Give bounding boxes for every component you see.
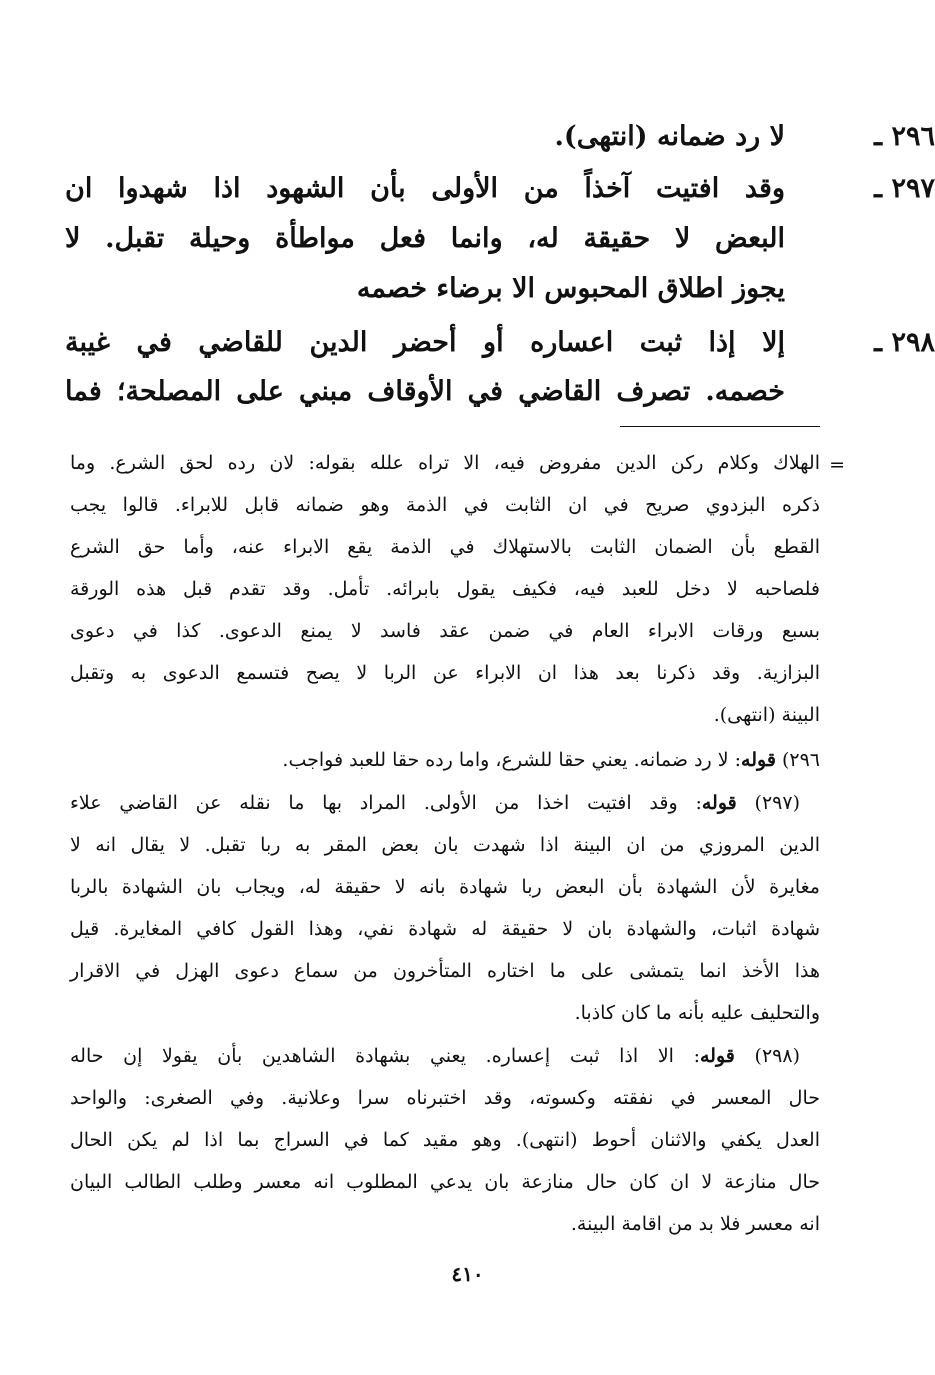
footnote-keyword: قوله	[700, 1045, 735, 1067]
page-number: ٤١٠	[451, 1262, 484, 1286]
footnote-line: القطع بأن الضمان الثابت بالاستهلاك في الذمة يقع الابراء عنه، وأما حق الشرع	[70, 536, 820, 558]
footnote-line: فلصاحبه لا دخل للعبد فيه، فكيف يقول بابرائه. تأمل. وقد تقدم قبل هذه الورقة	[70, 578, 820, 600]
footnote-text: : لا رد ضمانه. يعني حقا للشرع، واما رده حقا للعبد فواجب.	[282, 749, 742, 771]
footnote-line: مغايرة لأن الشهادة بأن البعض ربا شهادة بانه لا حقيقة له، ويجاب بان الشهادة بالربا	[70, 876, 820, 898]
footnote-line: ذكره البزدوي صريح في ان الثابت في الذمة وهو ضمانه قابل للابراء. قالوا يجب	[70, 494, 820, 516]
main-text-line: إلا إذا ثبت اعساره أو أحضر الدين للقاضي في غيبة	[65, 327, 785, 358]
entry-number-298: ٢٩٨ ـ	[874, 327, 935, 358]
main-text-line: البعض لا حقيقة له، وانما فعل مواطأة وحيلة تقبل. لا	[65, 223, 785, 254]
footnote-line: الهلاك وكلام ركن الدين مفروض فيه، الا تراه علله بقوله: لان رده لحق الشرع. وما	[70, 452, 820, 474]
footnote-297	[70, 788, 800, 818]
footnote-line: البينة (انتهى).	[713, 704, 820, 726]
entry-number-296: ٢٩٦ ـ	[874, 121, 935, 152]
main-text-line: وقد افتيت آخذاً من الأولى بأن الشهود اذا شهدوا ان	[65, 173, 785, 204]
footnote-line: حال منازعة لا ان كان حال منازعة بان يدعي المطلوب انه معسر وطلب الطالب البيان	[70, 1171, 820, 1193]
footnote-ref: ٢٩٦)	[781, 749, 820, 771]
continuation-marker: =	[829, 454, 845, 476]
footnote-line: والتحليف عليه بأنه ما كان كاذبا.	[574, 1002, 820, 1024]
footnote-text: : وقد افتيت اخذا من الأولى. المراد بها ما نقله عن القاضي علاء	[70, 792, 702, 814]
footnote-text: : الا اذا ثبت إعساره. يعني بشهادة الشاهدين بأن يقولا إن حاله	[70, 1045, 700, 1067]
footnote-ref: (٢٩٨)	[754, 1045, 800, 1067]
main-text-line: لا رد ضمانه (انتهى).	[554, 121, 785, 152]
footnote-ref: (٢٩٧)	[754, 792, 800, 814]
footnote-line: الدين المروزي من ان البينة اذا شهدت بان بعض المقر به ربا تقبل. لا يقال انه لا	[70, 834, 820, 856]
footnote-keyword: قوله	[701, 792, 737, 814]
footnote-line: العدل يكفي والاثنان أحوط (انتهى). وهو مقيد كما في السراج بما اذا لم يكن الحال	[70, 1129, 820, 1151]
footnote-line: بسبع ورقات الابراء العام في ضمن عقد فاسد لا يمنع الدعوى. كذا في دعوى	[70, 620, 820, 642]
entry-number-297: ٢٩٧ ـ	[874, 173, 935, 204]
footnote-line: حال المعسر في نفقته وكسوته، وقد اختبرناه سرا وعلانية. وفي الصغرى: والواحد	[70, 1087, 821, 1109]
footnote-line: شهادة اثبات، والشهادة بان لا حقيقة له شهادة نفي، وهذا القول كافي المغايرة. قيل	[70, 918, 820, 940]
main-text-line: خصمه. تصرف القاضي في الأوقاف مبني على المصلحة؛ فما	[65, 376, 785, 407]
footnote-line: انه معسر فلا بد من اقامة البينة.	[570, 1213, 820, 1235]
footnote-298	[70, 1041, 800, 1071]
footnote-keyword: قوله	[741, 749, 776, 771]
footnote-line: هذا الأخذ انما يتمشى على ما اختاره المتأخرون من سماع دعوى الهزل في الاقرار	[70, 960, 820, 982]
footnote-296	[70, 745, 820, 775]
footnote-separator	[620, 426, 820, 427]
footnote-line: البزازية. وقد ذكرنا بعد هذا ان الابراء عن الربا لا يصح فتسمع الدعوى به وتقبل	[70, 662, 820, 684]
main-text-line: يجوز اطلاق المحبوس الا برضاء خصمه	[356, 273, 785, 304]
